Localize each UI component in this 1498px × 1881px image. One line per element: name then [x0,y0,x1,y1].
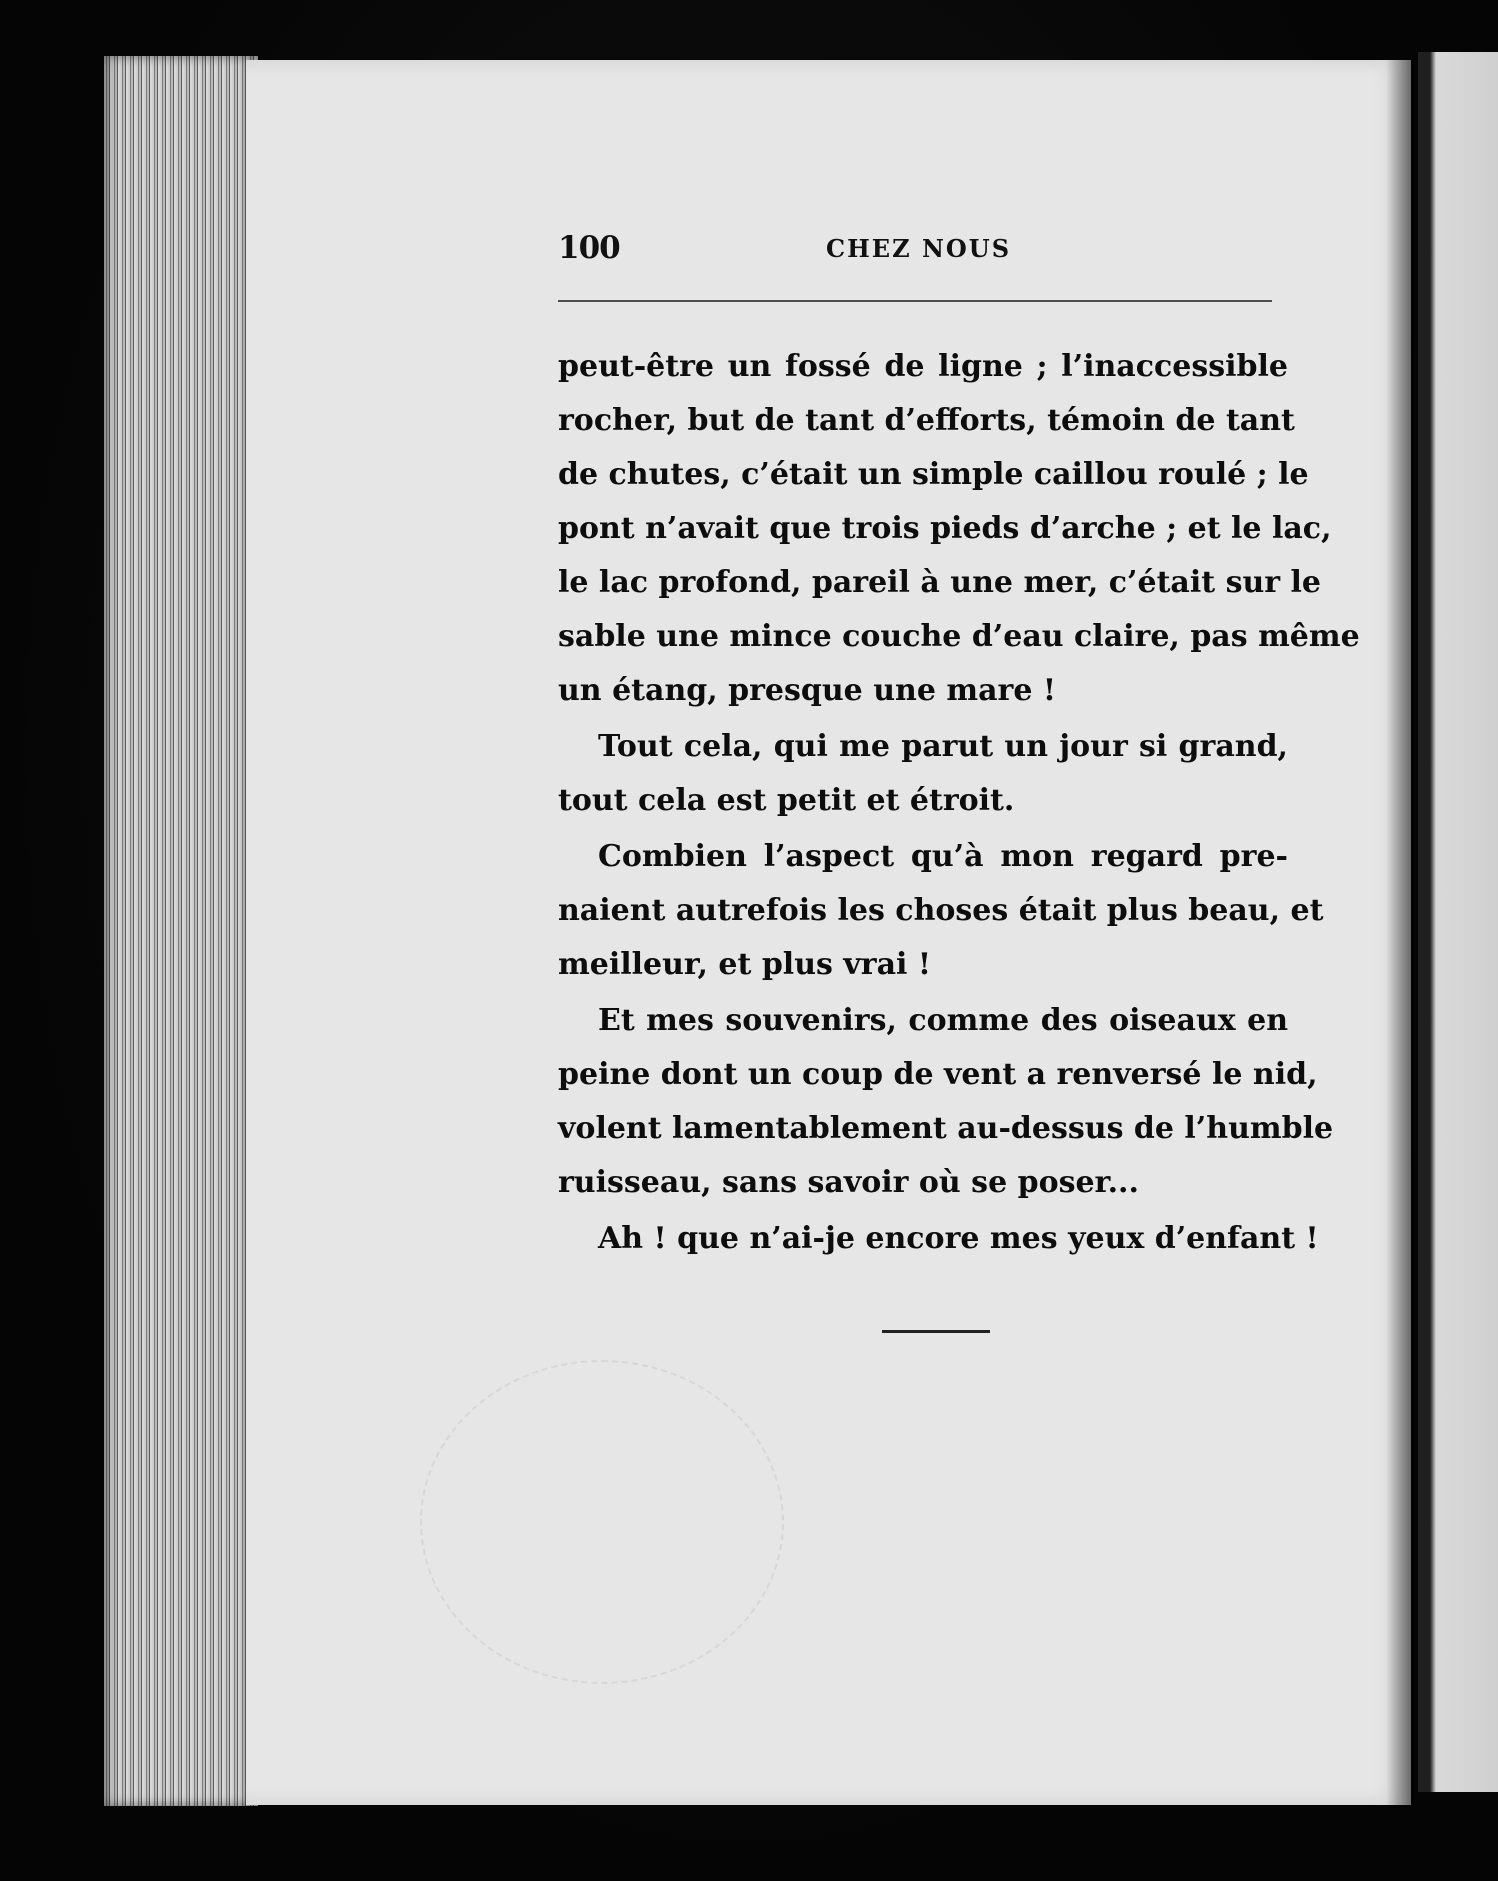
text-line: meilleur, et plus vrai ! [558,947,932,982]
running-header [558,230,1270,270]
text-line: peine dont un coup de vent a renversé le nid, [558,1057,1318,1092]
text-line: de chutes, c’était un simple caillou roulé ; le [558,457,1309,492]
paragraph [558,994,1334,1210]
text-line: peut-être un fossé de ligne ; l’inaccessible [558,349,1288,384]
running-title: CHEZ NOUS [826,234,1012,263]
text-line: naient autrefois les choses était plus beau, et [558,893,1324,928]
text-line: ruisseau, sans savoir où se poser... [558,1165,1139,1200]
text-line: le lac profond, pareil à une mer, c’était sur le [558,565,1322,600]
text-body [558,340,1360,1268]
paragraph [558,340,1360,718]
gutter-shadow [1386,60,1414,1805]
text-line: tout cela est petit et étroit. [558,783,1015,818]
text-line: Ah ! que n’ai-je encore mes yeux d’enfant ! [598,1221,1319,1256]
text-line: Combien l’aspect qu’à mon regard pre- [598,839,1288,874]
text-line: volent lamentablement au-dessus de l’humble [558,1111,1334,1146]
paragraph [558,1212,1319,1266]
facing-page-edge [1418,52,1498,1792]
faint-library-stamp [420,1360,784,1684]
text-line: Tout cela, qui me parut un jour si grand, [598,729,1288,764]
paragraph [558,720,1288,828]
text-line: un étang, presque une mare ! [558,673,1057,708]
page-number: 100 [558,230,620,266]
paragraph [558,830,1324,992]
book-page-edges [104,56,258,1806]
text-line: Et mes souvenirs, comme des oiseaux en [598,1003,1288,1038]
closing-rule [882,1330,990,1333]
text-line: sable une mince couche d’eau claire, pas même [558,619,1360,654]
header-rule [558,300,1272,302]
text-line: rocher, but de tant d’efforts, témoin de tant [558,403,1295,438]
text-line: pont n’avait que trois pieds d’arche ; et le lac, [558,511,1332,546]
